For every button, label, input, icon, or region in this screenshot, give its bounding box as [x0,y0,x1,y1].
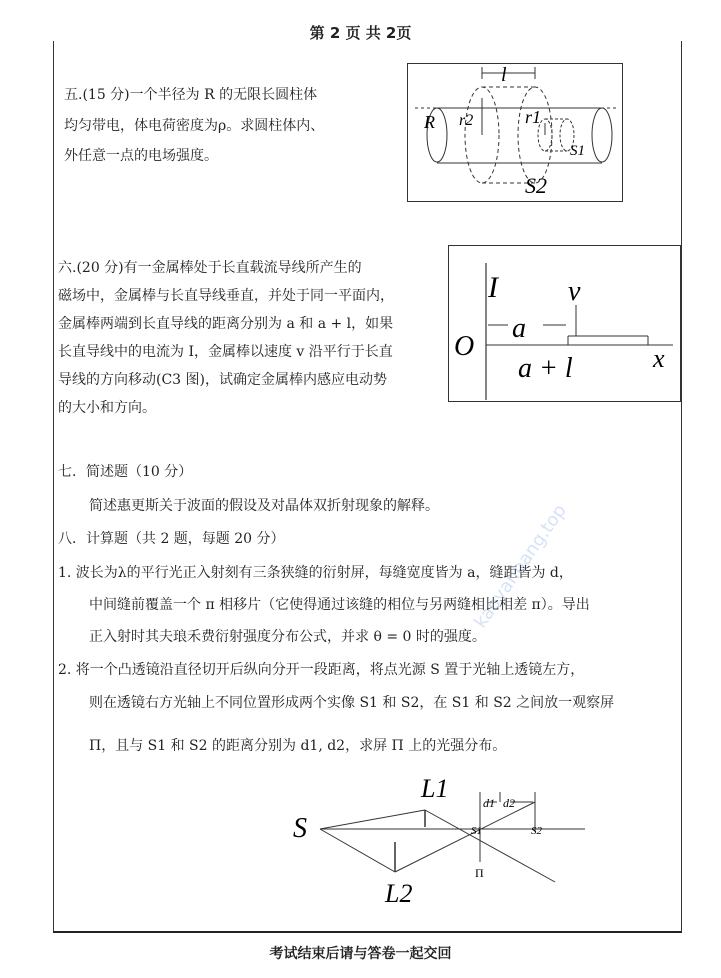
label-O: O [454,331,475,362]
q5-line-3: 外任意一点的电场强度。 [64,148,218,164]
label-R: R [424,112,435,132]
label-a-plus-l: a + l [518,353,573,384]
rod-figure [448,245,681,402]
page-footer: 考试结束后请与答卷一起交回 [269,946,452,962]
q6-line-3: 金属棒两端到长直导线的距离分别为 a 和 a + l，如果 [58,316,394,332]
label-S2: S2 [525,173,547,198]
q6-line-2: 磁场中，金属棒与长直导线垂直，并处于同一平面内， [58,288,394,304]
label-v: v [568,276,581,307]
q6-line-6: 的大小和方向。 [58,400,156,416]
q5-line-2: 均匀带电，体电荷密度为ρ。求圆柱体内、 [64,118,325,134]
q5-line-1: 五.(15 分)一个半径为 R 的无限长圆柱体 [64,87,318,103]
q8-title: 八．计算题（共 2 题，每题 20 分） [58,531,285,547]
q8-item2-line-3: Π，且与 S1 和 S2 的距离分别为 d1, d2，求屏 Π 上的光强分布。 [89,738,507,754]
label-S1-fig: S1 [471,825,482,837]
label-L2: L2 [385,879,413,908]
q8-item2-line-1: 2. 将一个凸透镜沿直径切开后纵向分开一段距离，将点光源 S 置于光轴上透镜左方， [58,662,585,678]
cylinder-figure [407,63,623,202]
label-I: I [488,271,498,304]
q6-line-4: 长直导线中的电流为 I，金属棒以速度 v 沿平行于长直 [58,344,393,360]
label-r1: r1 [525,107,542,127]
q7-title: 七．简述题（10 分） [58,464,193,480]
label-a: a [512,313,526,344]
label-x: x [653,344,665,373]
q8-item1-line-2: 中间缝前覆盖一个 π 相移片（它使得通过该缝的相位与另两缝相比相差 π）。导出 [89,597,590,613]
label-L1: L1 [421,774,449,803]
label-Pi: Π [475,866,484,880]
watermark: kaoyanbang.top [470,500,571,633]
lens-figure [285,772,635,922]
page-header: 第 2 页 共 2页 [309,24,412,42]
q8-item2-line-2: 则在透镜右方光轴上不同位置形成两个实像 S1 和 S2，在 S1 和 S2 之间放一观察屏 [89,695,615,711]
q8-item1-line-3: 正入射时其夫琅禾费衍射强度分布公式，并求 θ = 0 时的强度。 [89,629,486,645]
label-S: S [293,813,307,844]
label-l: l [501,64,507,86]
label-d1: d1 [483,796,495,810]
label-S1: S1 [570,143,585,159]
q8-item1-line-1: 1. 波长为λ的平行光正入射刻有三条狭缝的衍射屏，每缝宽度皆为 a，缝距皆为 d， [58,565,573,581]
label-S2-fig: S2 [531,825,542,837]
label-r2: r2 [459,112,474,129]
q6-line-5: 导线的方向移动(C3 图)，试确定金属棒内感应电动势 [58,372,387,388]
q7-body: 简述惠更斯关于波面的假设及对晶体双折射现象的解释。 [89,498,439,514]
q6-line-1: 六.(20 分)有一金属棒处于长直载流导线所产生的 [58,260,362,276]
label-d2: d2 [503,796,515,810]
